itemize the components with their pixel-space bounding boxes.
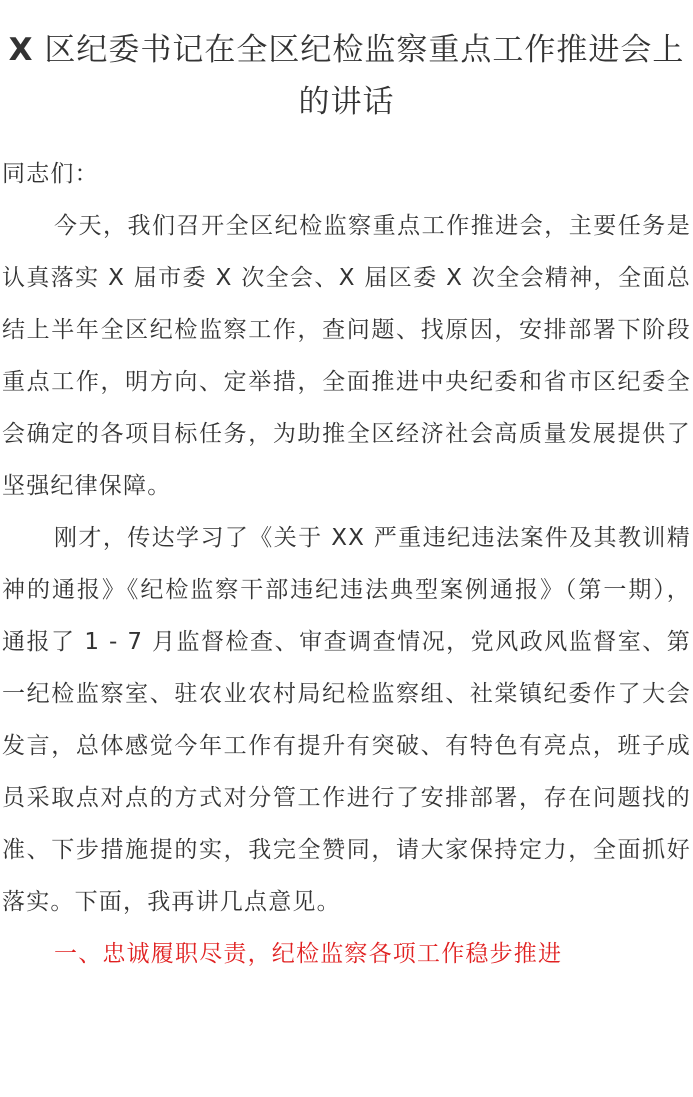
title-text: 区纪委书记在全区纪检监察重点工作推进会上的讲话 [33, 32, 685, 120]
document-title [0, 0, 693, 128]
paragraph-2: 刚才，传达学习了《关于 XX 严重违纪违法案件及其教训精神的通报》《纪检监察干部违纪违法典型案例通报》（第一期），通报了 1 - 7 月监督检查、审查调查情况，党风政风监督室、第一纪检监察室、驻农业农村局纪检监察组、社棠镇纪委作了大会发言，总体感觉今年工作有提升有突破、有特色有亮点，班子成员采取点对点的方式对分管工作进行了安排部署，存在问题找的准、下步措施提的实，我完全赞同，请大家保持定力，全面抓好落实。下面，我再讲几点意见。 [2, 525, 691, 915]
title-x: X [8, 32, 34, 68]
section-heading: 一、忠诚履职尽责，纪检监察各项工作稳步推进 [54, 941, 563, 967]
salutation: 同志们： [2, 161, 99, 187]
paragraph-1: 今天，我们召开全区纪检监察重点工作推进会，主要任务是认真落实 X 届市委 X 次全会、X 届区委 X 次全会精神，全面总结上半年全区纪检监察工作，查问题、找原因，安排部署下阶段重点工作，明方向、定举措，全面推进中央纪委和省市区纪委全会确定的各项目标任务，为助推全区经济社会高质量发展提供了坚强纪律保障。 [2, 213, 691, 499]
